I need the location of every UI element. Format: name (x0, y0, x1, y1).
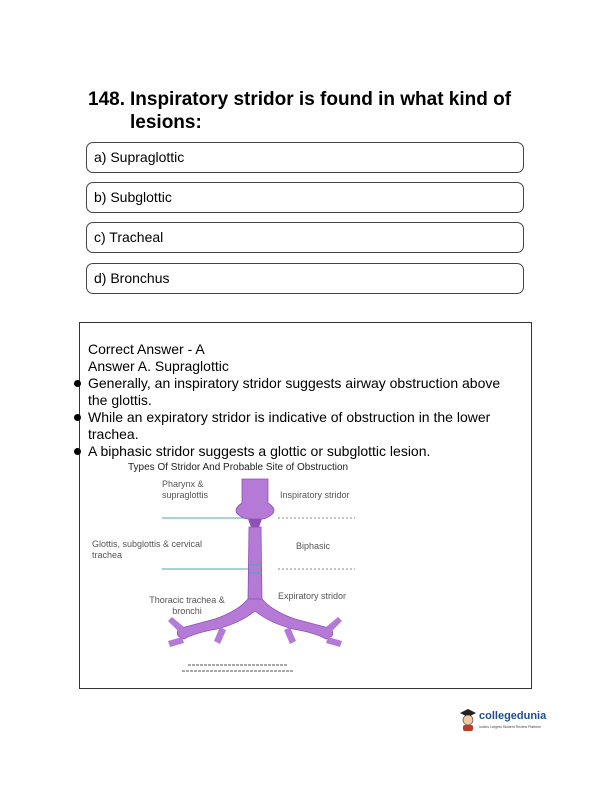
glottis-shape (248, 519, 262, 527)
label-thoracic: Thoracic trachea & bronchi (149, 595, 225, 616)
question-number: 148. (88, 89, 125, 110)
explanation-item: While an expiratory stridor is indicative of obstruction in the lower trachea. (80, 409, 520, 443)
answer-panel (79, 322, 532, 689)
option-c[interactable]: c) Tracheal (86, 222, 524, 253)
collegedunia-logo[interactable] (459, 707, 569, 741)
question-text: Inspiratory stridor is found in what kind of lesions: (130, 89, 512, 133)
airway-diagram (90, 461, 410, 683)
explanation-item: A biphasic stridor suggests a glottic or subglottic lesion. (80, 443, 520, 460)
label-pharynx: Pharynx & supraglottis (162, 479, 209, 500)
pharynx-shape (236, 479, 274, 519)
left-branch (168, 637, 184, 647)
correct-answer: Correct Answer - A (88, 341, 205, 357)
label-glottis: Glottis, subglottis & cervical trachea (92, 539, 203, 560)
trachea-shape (248, 527, 262, 601)
answer-line: Answer A. Supraglottic (88, 358, 229, 374)
option-d[interactable]: d) Bronchus (86, 263, 524, 294)
bullet-icon (74, 380, 81, 387)
option-b[interactable]: b) Subglottic (86, 182, 524, 213)
bullet-icon (74, 448, 81, 455)
mascot-icon (459, 707, 477, 731)
logo-tagline: India's Largest Student Review Platform (479, 725, 542, 729)
label-biphasic: Biphasic (296, 541, 331, 551)
stridor-figure (90, 461, 410, 683)
label-expiratory: Expiratory stridor (278, 591, 347, 601)
explanation-item: Generally, an inspiratory stridor suggests airway obstruction above the glottis. (80, 375, 520, 409)
logo-name: collegedunia (479, 710, 547, 722)
right-branch (326, 637, 342, 647)
option-a[interactable]: a) Supraglottic (86, 142, 524, 173)
bullet-icon (74, 414, 81, 421)
explanation-list (80, 375, 520, 460)
figure-title: Types Of Stridor And Probable Site of Obstruction (128, 462, 349, 473)
label-inspiratory: Inspiratory stridor (280, 490, 350, 500)
